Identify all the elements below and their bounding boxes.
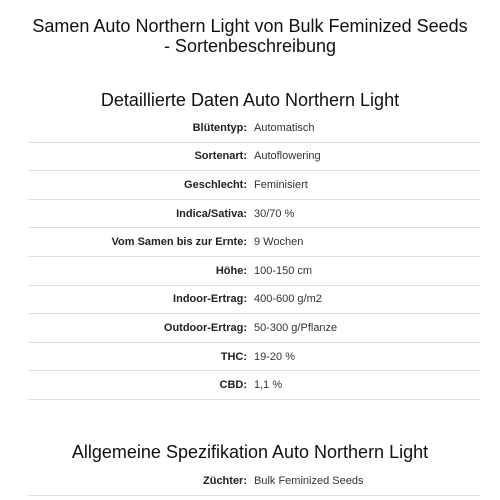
row-value: Autoflowering — [254, 150, 321, 163]
row-value: 100-150 cm — [254, 264, 313, 277]
details-row-thc — [28, 343, 480, 372]
row-label: THC: — [220, 350, 247, 363]
details-row-cbd — [28, 371, 480, 400]
details-row-outdoor-yield — [28, 314, 480, 343]
details-table — [28, 114, 480, 400]
row-value: Bulk Feminized Seeds — [254, 474, 364, 487]
row-label: CBD: — [219, 379, 247, 392]
row-value: 30/70 % — [254, 207, 295, 220]
details-row-indoor-yield — [28, 286, 480, 315]
page-title: Samen Auto Northern Light von Bulk Feminized Seeds - Sortenbeschreibung — [32, 16, 468, 56]
row-label: Höhe: — [215, 264, 247, 277]
row-label: Outdoor-Ertrag: — [163, 321, 247, 334]
row-value: Automatisch — [254, 121, 315, 134]
details-section-title: Detaillierte Daten Auto Northern Light — [100, 90, 400, 110]
row-value: 9 Wochen — [254, 236, 304, 249]
row-label: Indica/Sativa: — [176, 207, 247, 220]
spec-row-breeder — [28, 467, 480, 496]
row-value: 19-20 % — [254, 350, 295, 363]
row-label: Geschlecht: — [184, 178, 247, 191]
row-value: 50-300 g/Pflanze — [254, 321, 338, 334]
row-value: 400-600 g/m2 — [254, 293, 322, 306]
row-label: Blütentyp: — [192, 121, 247, 134]
details-row-seed-to-harvest — [28, 228, 480, 257]
row-label: Vom Samen bis zur Ernte: — [111, 236, 247, 249]
row-label: Sortenart: — [194, 150, 247, 163]
row-value: 1,1 % — [254, 379, 283, 392]
spec-table — [28, 467, 480, 496]
row-label: Züchter: — [203, 474, 247, 487]
details-row-flowering-type — [28, 114, 480, 143]
details-row-strain-type — [28, 143, 480, 172]
spec-section-title: Allgemeine Spezifikation Auto Northern Light — [71, 442, 429, 462]
details-row-indica-sativa — [28, 200, 480, 229]
row-label: Indoor-Ertrag: — [173, 293, 247, 306]
row-value: Feminisiert — [254, 178, 308, 191]
details-row-sex — [28, 171, 480, 200]
details-row-height — [28, 257, 480, 286]
